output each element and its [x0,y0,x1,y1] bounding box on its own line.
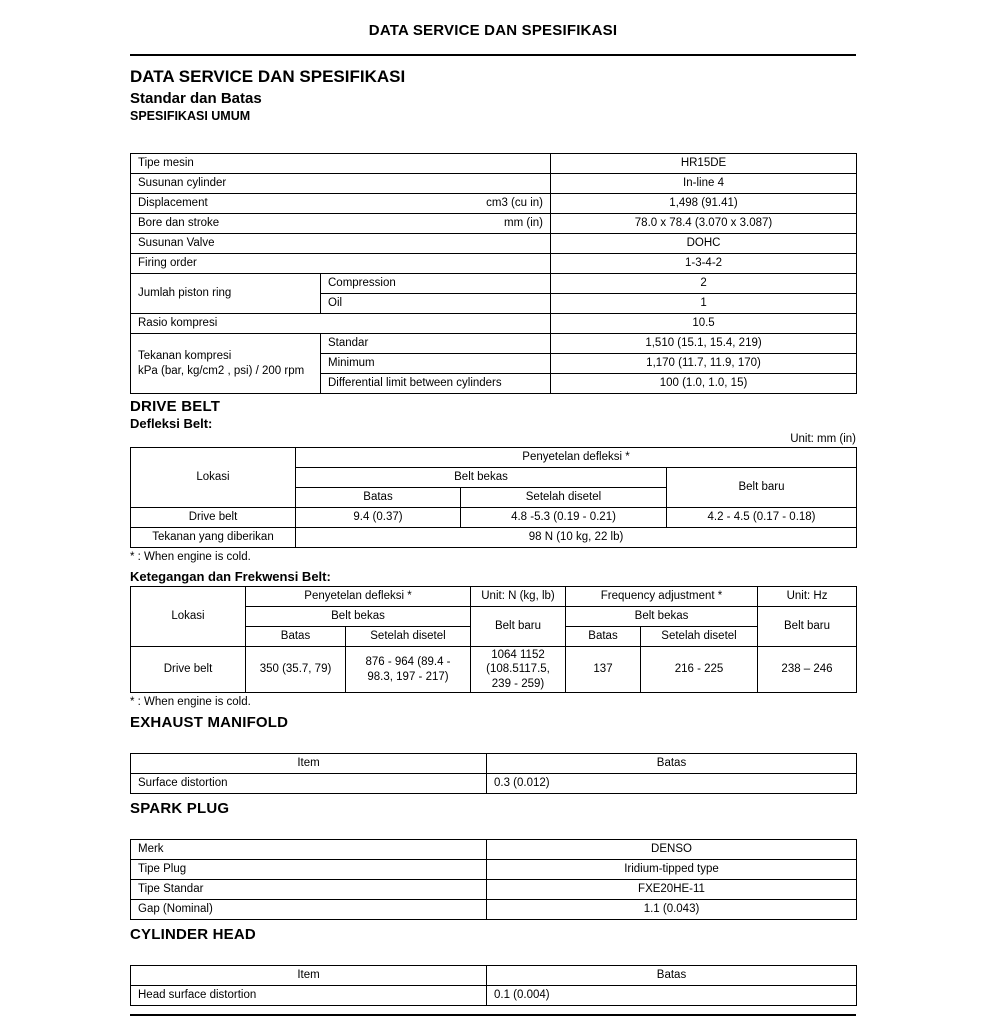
table-row [131,314,857,334]
row-label: Drive belt [131,508,296,528]
table-row [131,508,857,528]
drive-belt-heading: DRIVE BELT [130,398,221,415]
spec-value: 2 [551,274,857,294]
column-header-belt-baru: Belt baru [758,607,857,647]
cell-batas: 9.4 (0.37) [296,508,461,528]
item-value: 0.1 (0.004) [487,986,857,1006]
belt-tension-table [130,586,857,693]
general-specs-table [130,153,857,394]
table-header-row [131,966,857,986]
spec-label: Tipe Plug [131,860,487,880]
table-row [131,986,857,1006]
spec-label: Displacement [138,197,208,210]
table-row [131,860,857,880]
table-row [131,234,857,254]
cell-frequency-setelah: 216 - 225 [641,647,758,693]
column-header-item: Item [131,966,487,986]
spec-value: FXE20HE-11 [487,880,857,900]
item-label: Head surface distortion [131,986,487,1006]
spec-label: Tipe Standar [131,880,487,900]
cell-baru: 4.2 - 4.5 (0.17 - 0.18) [667,508,857,528]
row-label: Tekanan yang diberikan [131,528,296,548]
spec-value: HR15DE [551,154,857,174]
section-subtitle: Standar dan Batas [130,90,262,107]
spec-label-line2: kPa (bar, kg/cm2 , psi) / 200 rpm [138,364,305,377]
cell-setelah: 4.8 -5.3 (0.19 - 0.21) [461,508,667,528]
spec-label: Jumlah piston ring [131,274,321,314]
column-header-lokasi: Lokasi [131,587,246,647]
column-header-batas: Batas [487,966,857,986]
spark-plug-table [130,839,857,920]
tension-heading: Ketegangan dan Frekwensi Belt: [130,569,331,584]
cell-frequency-batas: 137 [566,647,641,693]
defleksi-belt-heading: Defleksi Belt: [130,416,213,431]
column-header-belt-baru: Belt baru [667,468,857,508]
table-row [131,647,857,693]
spec-label: Bore dan stroke [138,217,220,230]
cell-deflection-setelah: 876 - 964 (89.4 - 98.3, 197 - 217) [346,647,471,693]
column-header-belt-baru: Belt baru [471,607,566,647]
column-header-batas: Batas [296,488,461,508]
spec-label: Tipe mesin [131,154,551,174]
document-page [130,0,856,1016]
table-row [131,274,857,294]
column-header-lokasi: Lokasi [131,448,296,508]
table-row [131,774,857,794]
table-header-row [131,448,857,468]
column-header-batas: Batas [246,627,346,647]
table-row [131,214,857,234]
spec-label: Rasio kompresi [131,314,551,334]
spec-unit: mm (in) [504,217,544,230]
spec-label: Merk [131,840,487,860]
spec-label: Gap (Nominal) [131,900,487,920]
column-header-setelah: Setelah disetel [461,488,667,508]
table-row [131,334,857,354]
footnote: * : When engine is cold. [130,551,251,563]
spec-value: 1-3-4-2 [551,254,857,274]
spec-label-cell [131,214,551,234]
column-header-belt-bekas: Belt bekas [246,607,471,627]
column-header-belt-bekas: Belt bekas [296,468,667,488]
cell-frequency-baru: 238 – 246 [758,647,857,693]
belt-deflection-table [130,447,857,548]
section-title: DATA SERVICE DAN SPESIFIKASI [130,67,406,86]
column-header-batas: Batas [487,754,857,774]
unit-header-hz: Unit: Hz [758,587,857,607]
item-label: Surface distortion [131,774,487,794]
table-row [131,840,857,860]
table-row [131,194,857,214]
spec-sublabel: Differential limit between cylinders [321,374,551,394]
table-row [131,880,857,900]
table-row [131,154,857,174]
subsection-title: SPESIFIKASI UMUM [130,109,251,123]
spec-label: Susunan cylinder [131,174,551,194]
spec-sublabel: Oil [321,294,551,314]
spec-label: Susunan Valve [131,234,551,254]
spec-sublabel: Standar [321,334,551,354]
spec-value: In-line 4 [551,174,857,194]
spec-sublabel: Compression [321,274,551,294]
row-label: Drive belt [131,647,246,693]
exhaust-manifold-heading: EXHAUST MANIFOLD [130,714,289,732]
spec-label-cell [131,334,321,394]
spec-value: 1,498 (91.41) [551,194,857,214]
spec-value: 1,510 (15.1, 15.4, 219) [551,334,857,354]
item-value: 0.3 (0.012) [487,774,857,794]
table-row [131,254,857,274]
column-header-batas: Batas [566,627,641,647]
table-header-row [131,587,857,607]
spec-unit: cm3 (cu in) [486,197,544,210]
spec-value: 78.0 x 78.4 (3.070 x 3.087) [551,214,857,234]
spec-label: Firing order [131,254,551,274]
column-header-setelah: Setelah disetel [346,627,471,647]
spec-value: 1,170 (11.7, 11.9, 170) [551,354,857,374]
footnote: * : When engine is cold. [130,696,251,709]
column-header-penyetelan: Penyetelan defleksi * [296,448,857,468]
header-divider [130,54,856,56]
cell-deflection-baru: 1064 1152 (108.5117.5, 239 - 259) [471,647,566,693]
spec-value: DENSO [487,840,857,860]
table-row [131,900,857,920]
cell-deflection-batas: 350 (35.7, 79) [246,647,346,693]
spec-value: 1 [551,294,857,314]
exhaust-manifold-table [130,753,857,794]
spark-plug-heading: SPARK PLUG [130,800,230,818]
column-header-belt-bekas: Belt bekas [566,607,758,627]
spec-value: 100 (1.0, 1.0, 15) [551,374,857,394]
spec-sublabel: Minimum [321,354,551,374]
document-header-title: DATA SERVICE DAN SPESIFIKASI [368,22,618,39]
table-row [131,528,857,548]
cell-tekanan-value: 98 N (10 kg, 22 lb) [296,528,857,548]
cylinder-head-heading: CYLINDER HEAD [130,926,256,944]
spec-value: Iridium-tipped type [487,860,857,880]
column-header-setelah: Setelah disetel [641,627,758,647]
unit-note: Unit: mm (in) [790,433,856,445]
spec-label-cell [131,194,551,214]
column-header-penyetelan: Penyetelan defleksi * [246,587,471,607]
cylinder-head-table [130,965,857,1006]
unit-header-n: Unit: N (kg, lb) [471,587,566,607]
spec-label-line1: Tekanan kompresi [138,350,232,363]
table-header-row [131,754,857,774]
spec-value: 1.1 (0.043) [487,900,857,920]
spec-value: DOHC [551,234,857,254]
column-header-frequency: Frequency adjustment * [566,587,758,607]
table-row [131,174,857,194]
spec-value: 10.5 [551,314,857,334]
column-header-item: Item [131,754,487,774]
